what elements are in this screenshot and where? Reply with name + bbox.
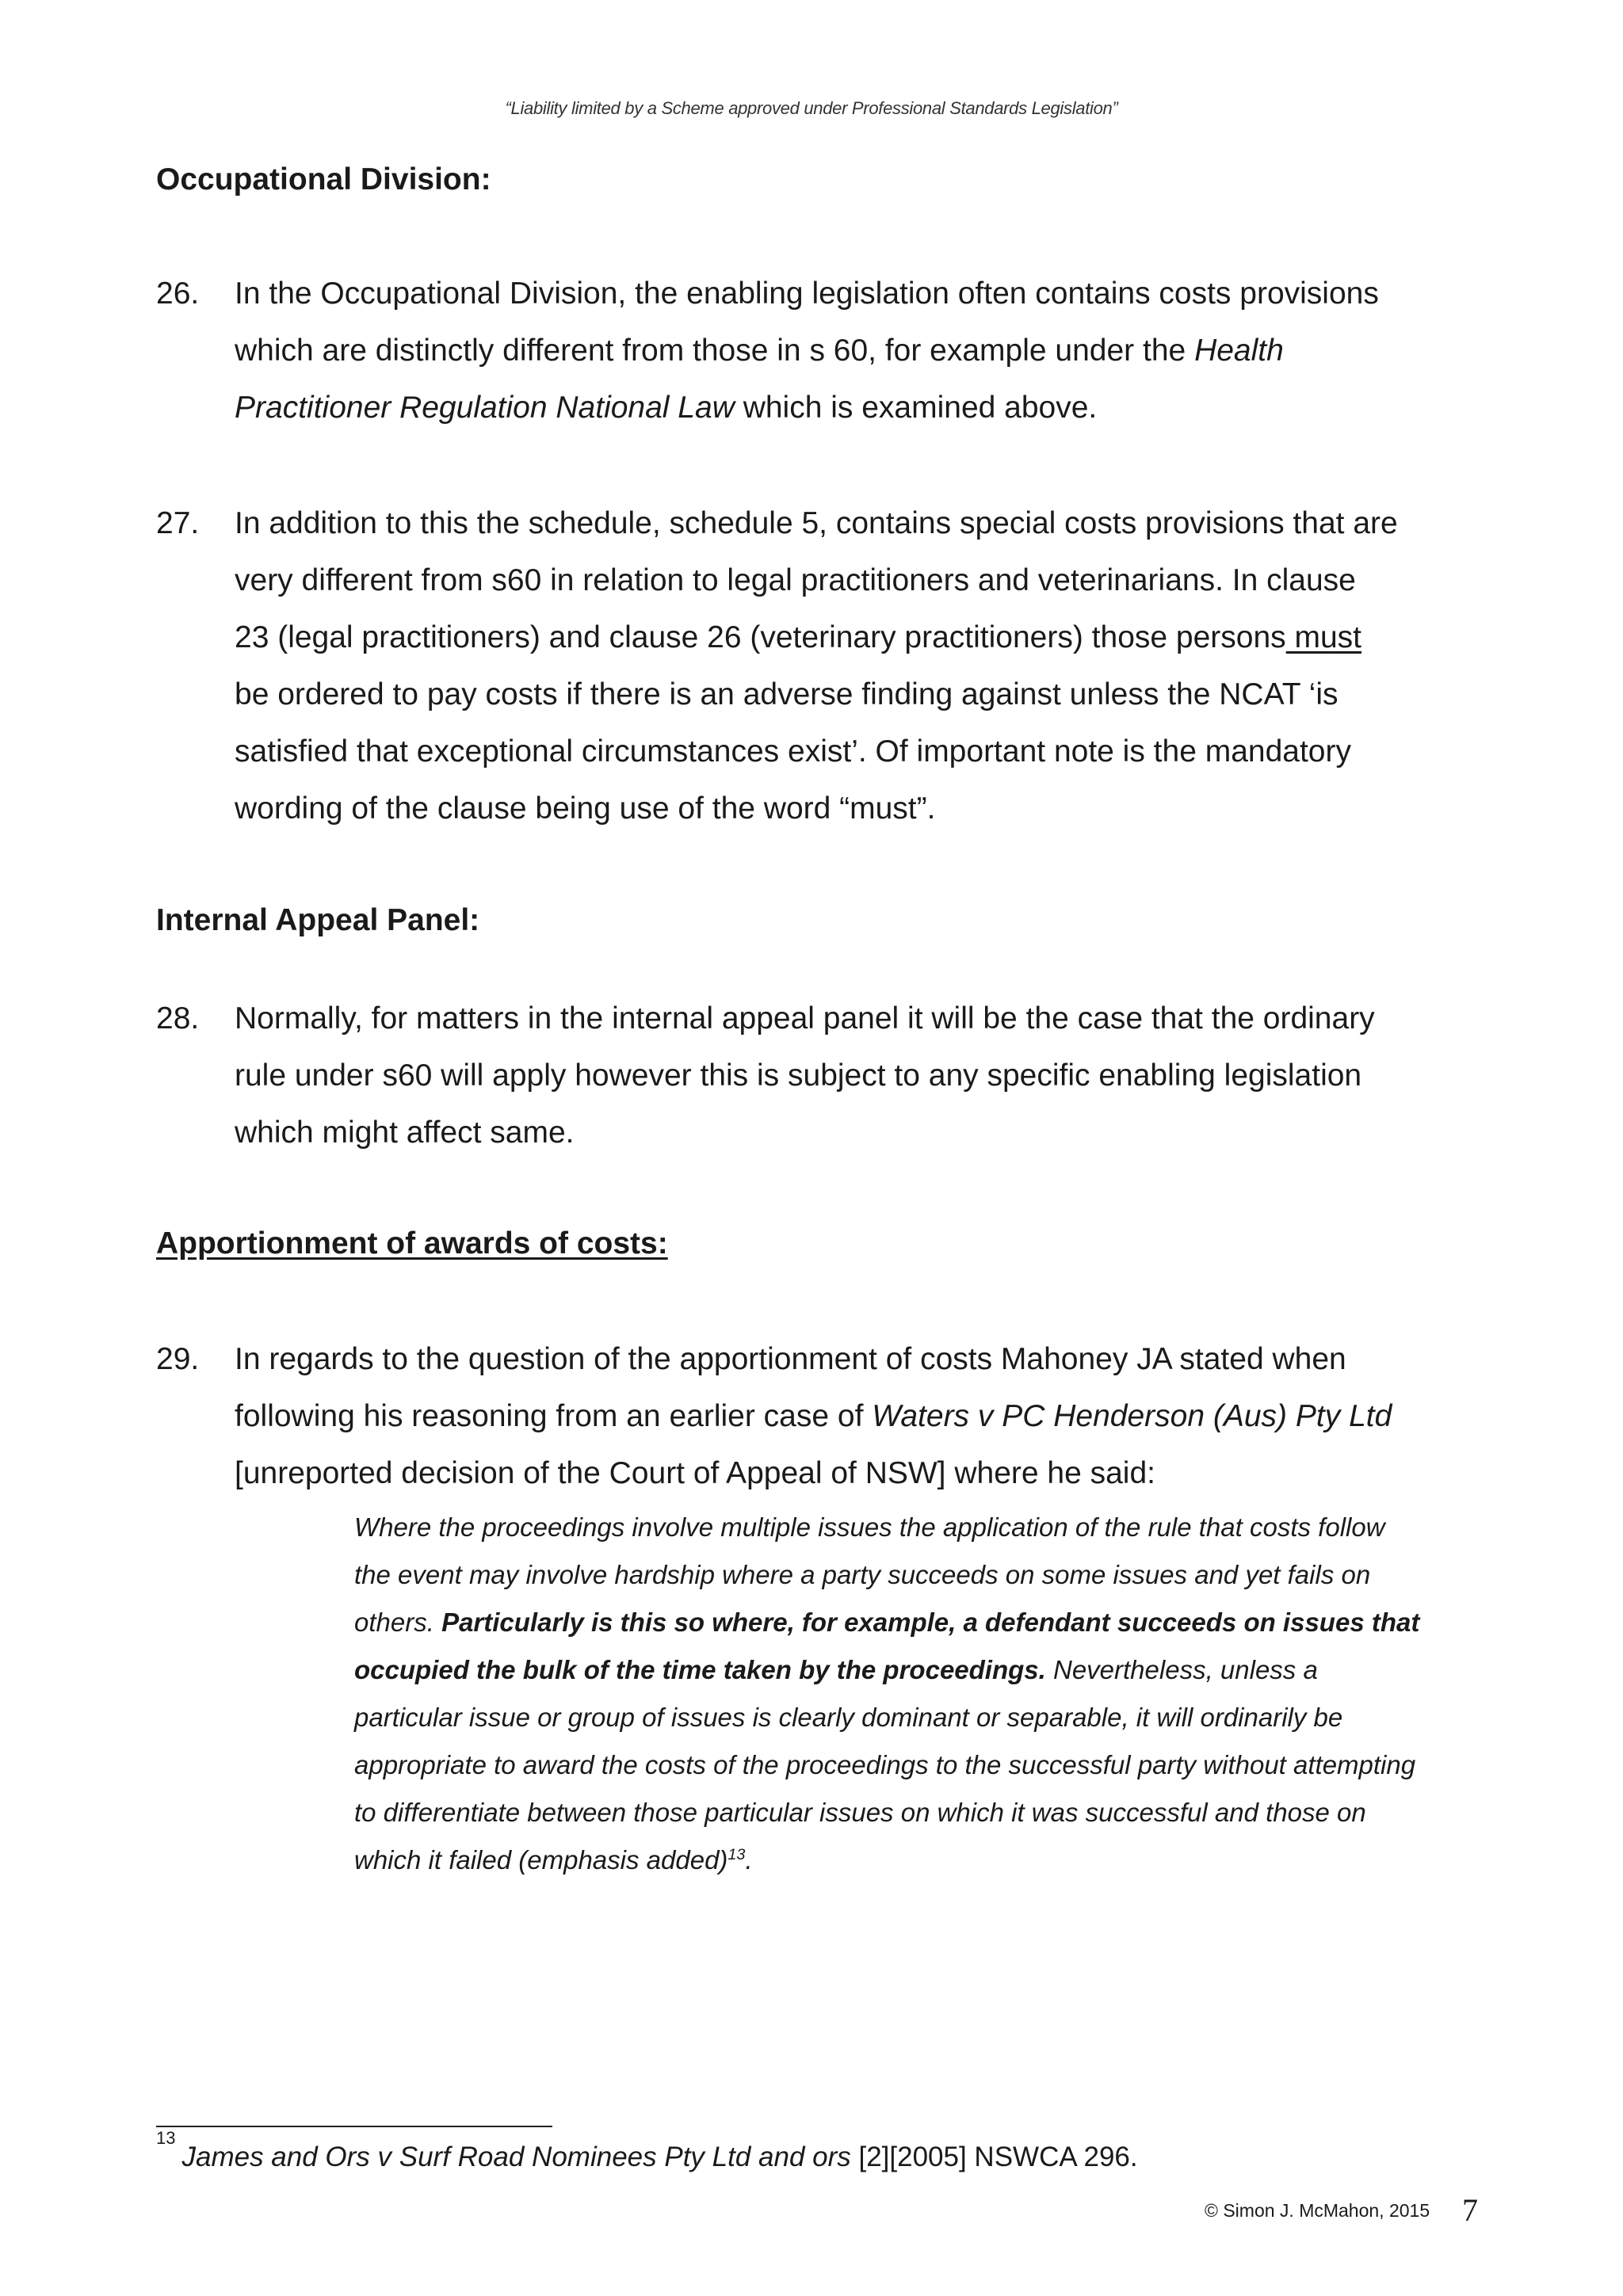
page-number: 7: [1462, 2192, 1478, 2228]
statute-name: Health: [1194, 334, 1284, 368]
footnote-case-name: James and Ors v Surf Road Nominees Pty Ltd and ors: [181, 2142, 851, 2172]
paragraph-line: [unreported decision of the Court of Appeal of NSW] where he said:: [235, 1456, 1156, 1490]
paragraph-28: [156, 990, 1487, 1161]
footnote-citation: [2][2005] NSWCA 296.: [850, 2142, 1138, 2172]
paragraph-number: 26.: [156, 277, 200, 311]
footnote-reference[interactable]: 13: [727, 1846, 746, 1863]
paragraph-line: In regards to the question of the apportionment of costs Mahoney JA stated when: [235, 1342, 1346, 1376]
quote-line: others. Particularly is this so where, for example, a defendant succeeds on issues that: [354, 1608, 1420, 1637]
paragraph-line: Practitioner Regulation National Law which is examined above.: [235, 391, 1098, 425]
liability-header: “Liability limited by a Scheme approved under Professional Standards Legislation”: [505, 98, 1118, 118]
quote-line: the event may involve hardship where a party succeeds on some issues and yet fails on: [354, 1560, 1371, 1589]
paragraph-line: be ordered to pay costs if there is an adverse finding against unless the NCAT ‘is: [235, 677, 1338, 711]
block-quote: [354, 1504, 1495, 1884]
quote-line: Where the proceedings involve multiple issues the application of the rule that costs follow: [354, 1512, 1385, 1542]
footnote: [156, 2128, 1138, 2173]
paragraph-number: 28.: [156, 1001, 200, 1035]
quote-line: which it failed (emphasis added)$^{13}$.: [354, 1845, 753, 1875]
paragraph-line: following his reasoning from an earlier case of Waters v PC Henderson (Aus) Pty Ltd: [235, 1399, 1392, 1433]
paragraph-line: very different from s60 in relation to legal practitioners and veterinarians. In clause: [235, 563, 1356, 597]
paragraph-number: 29.: [156, 1342, 200, 1376]
paragraph-29: [156, 1331, 1487, 1502]
paragraph-line: 23 (legal practitioners) and clause 26 (veterinary practitioners) those persons must: [235, 620, 1362, 654]
paragraph-line: rule under s60 will apply however this is subject to any specific enabling legislation: [235, 1058, 1362, 1093]
emphasis-text: Particularly is this so where, for example, a defendant succeeds on issues that: [441, 1608, 1420, 1637]
quote-line: occupied the bulk of the time taken by the proceedings. Nevertheless, unless a: [354, 1655, 1318, 1684]
paragraph-line: In the Occupational Division, the enabling legislation often contains costs provisions: [235, 277, 1379, 311]
paragraph-line: which might affect same.: [235, 1116, 575, 1150]
paragraph-27: [156, 495, 1487, 837]
paragraph-line: which are distinctly different from those in s 60, for example under the Health: [235, 334, 1284, 368]
quote-line: particular issue or group of issues is clearly dominant or separable, it will ordinarily be: [354, 1703, 1343, 1732]
paragraph-26: [156, 265, 1487, 437]
paragraph-number: 27.: [156, 506, 200, 540]
copyright-notice: © Simon J. McMahon, 2015: [1205, 2200, 1430, 2221]
paragraph-line: Normally, for matters in the internal appeal panel it will be the case that the ordinary: [235, 1001, 1375, 1035]
paragraph-line: In addition to this the schedule, schedule 5, contains special costs provisions that are: [235, 506, 1398, 540]
quote-line: appropriate to award the costs of the proceedings to the successful party without attempting: [354, 1750, 1416, 1779]
heading-occupational-division: Occupational Division:: [156, 162, 491, 196]
footnote-number: 13: [156, 2128, 176, 2148]
heading-internal-appeal-panel: Internal Appeal Panel:: [156, 903, 480, 937]
underlined-must: must: [1285, 620, 1362, 654]
heading-apportionment: Apportionment of awards of costs:: [156, 1226, 668, 1261]
quote-line: to differentiate between those particular issues on which it was successful and those on: [354, 1798, 1366, 1827]
case-name: Waters v PC Henderson (Aus) Pty Ltd: [872, 1399, 1392, 1433]
statute-name: Practitioner Regulation National Law: [235, 391, 735, 425]
footnote-separator: [156, 2126, 552, 2127]
paragraph-line: wording of the clause being use of the word “must”.: [235, 791, 936, 826]
paragraph-line: satisfied that exceptional circumstances exist’. Of important note is the mandatory: [235, 734, 1351, 769]
emphasis-text: occupied the bulk of the time taken by the proceedings.: [354, 1655, 1046, 1684]
